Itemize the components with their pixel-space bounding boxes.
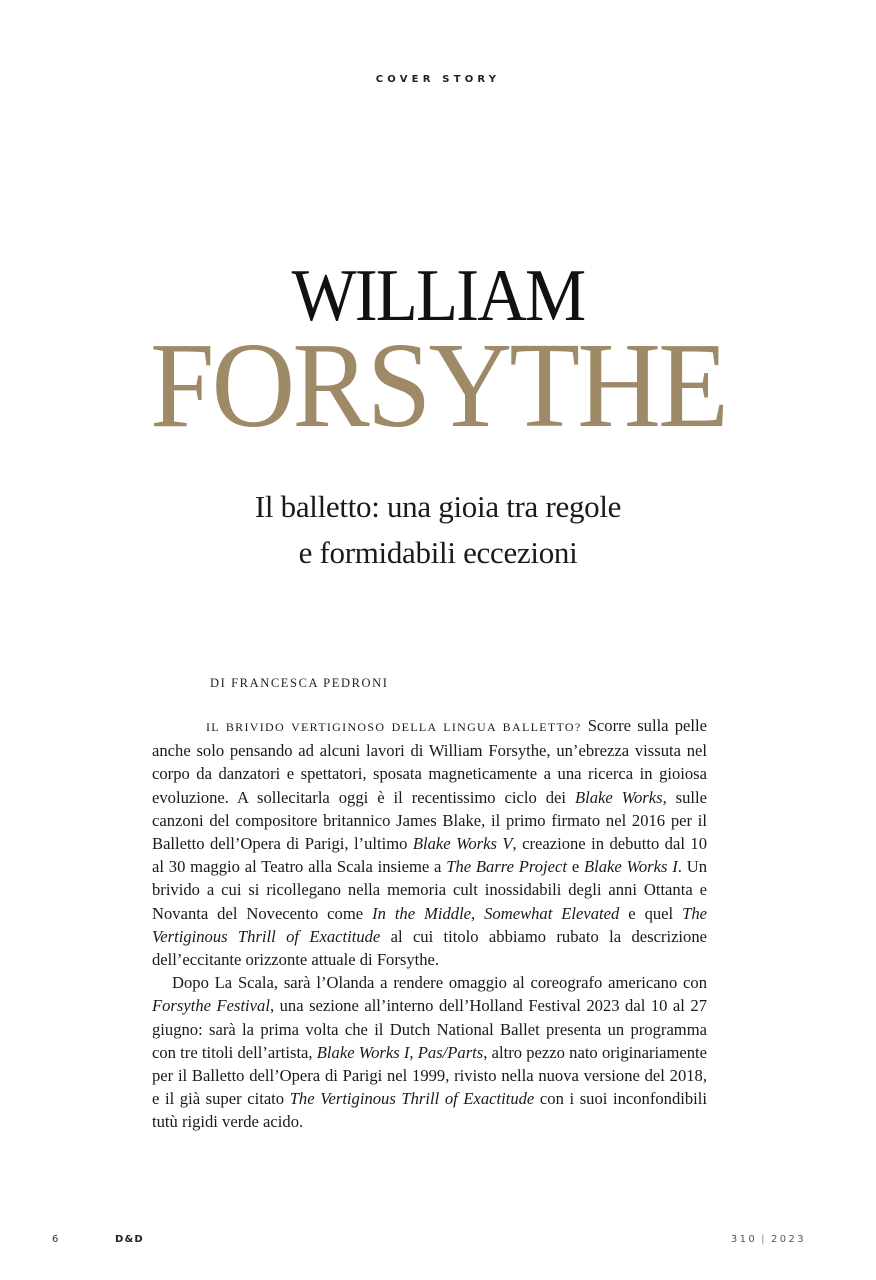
text-run: , sulle canzoni del compositore britannico James Blake, il primo firmato nel 2016 per il Balletto dell’Opera di Parigi, l’ultimo [152, 787, 708, 854]
lead-in: IL BRIVIDO VERTIGINOSO DELLA LINGUA BALLETTO? [206, 720, 582, 734]
work-title: The Vertiginous Thrill of Exactitude [289, 1089, 535, 1109]
byline: DI FRANCESCA PEDRONI [210, 676, 389, 690]
text-run: al cui titolo abbiamo rubato la descrizione dell’eccitante orizzonte attuale di Forsythe. [152, 926, 708, 970]
work-title: Blake Works I, Pas/Parts [316, 1042, 484, 1062]
work-title: In the Middle, Somewhat Elevated [372, 903, 620, 923]
issue-separator: | [761, 1234, 767, 1245]
text-run: Scorre sulla pelle anche solo pensando ad alcuni lavori di William Forsythe, un’ebrezza vissuta nel corpo da danzatori e spettatori, sposata magneticamente a una ricerca in gioiosa evoluzione. A sollecitarla oggi è il recentissimo ciclo dei [152, 716, 708, 807]
title-last-name: FORSYTHE [149, 318, 727, 453]
text-run: e quel [619, 903, 683, 923]
text-run: Dopo La Scala, sarà l’Olanda a rendere omaggio al coreografo americano con [172, 973, 707, 993]
work-title: The Barre Project [446, 857, 568, 877]
work-title: Blake Works I [583, 857, 678, 877]
issue-number: 310 [730, 1234, 758, 1245]
text-run: , altro pezzo nato originariamente per il Balletto dell’Opera di Parigi nel 1999, rivisto nella nuova versione del 2018, e il già super citato [152, 1042, 707, 1109]
subtitle-line-2: e formidabili eccezioni [298, 535, 578, 570]
article-body [152, 714, 707, 1134]
text-run: , creazione in debutto dal 10 al 30 maggio al Teatro alla Scala insieme a [152, 834, 707, 877]
subtitle [0, 484, 876, 576]
text-run: , una sezione all’interno dell’Holland Festival 2023 dal 10 al 27 giugno: sarà la prima volta che il Dutch National Ballet presenta un programma con tre titoli dell’artista, [152, 996, 708, 1062]
paragraph-2 [152, 971, 707, 1133]
work-title: The Vertiginous Thrill of Exactitude [152, 903, 707, 946]
text-run: con i suoi inconfondibili tutù rigidi verde acido. [152, 1089, 707, 1132]
work-title: Blake Works V [412, 834, 513, 854]
magazine-name: D&D [115, 1234, 144, 1245]
issue-info [731, 1234, 806, 1245]
text-run: . Un brivido a cui si ricollegano nella memoria cult inossidabili degli anni Ottanta e Novanta del Novecento come [152, 857, 707, 923]
title-first-name: WILLIAM [291, 255, 585, 337]
text-run: e [567, 857, 584, 877]
section-kicker: COVER STORY [375, 74, 501, 85]
page-number: 6 [52, 1234, 59, 1245]
work-title: Forsythe Festival [152, 996, 270, 1016]
paragraph-1 [152, 714, 707, 971]
subtitle-line-1: Il balletto: una gioia tra regole [254, 489, 622, 524]
work-title: Blake Works [574, 787, 663, 807]
issue-year: 2023 [770, 1234, 806, 1245]
